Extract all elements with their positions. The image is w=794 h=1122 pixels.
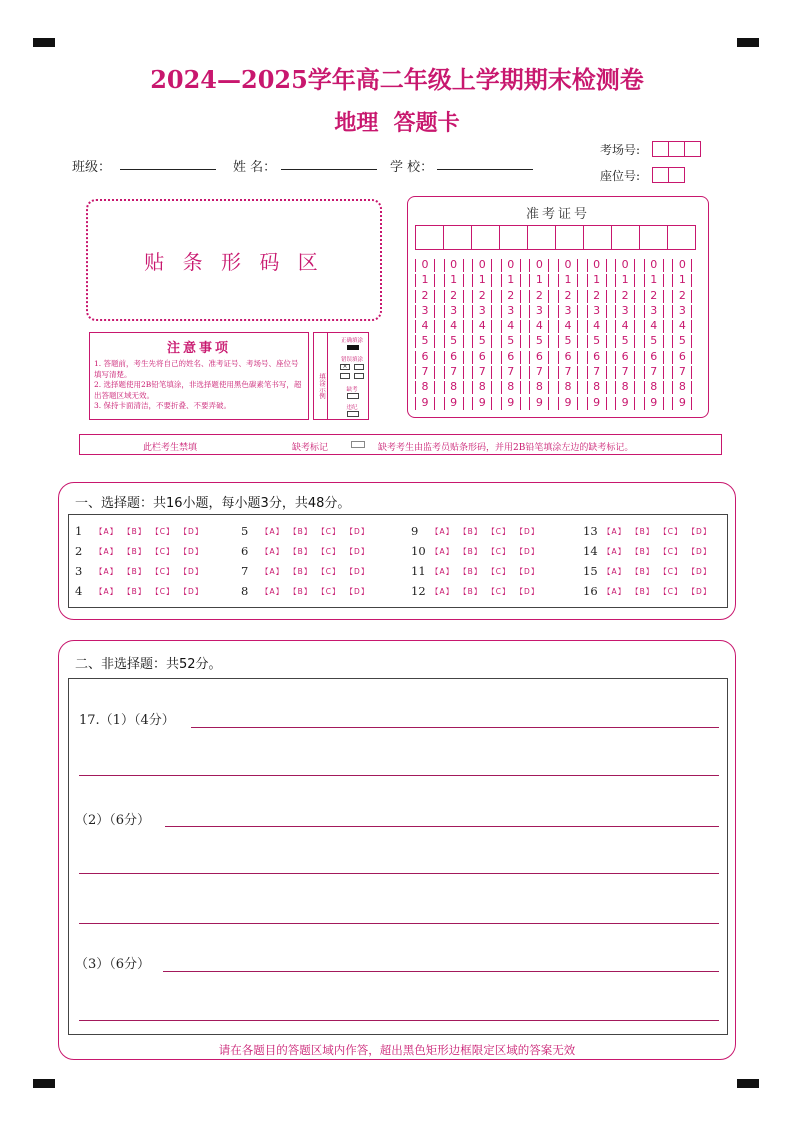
digit-row xyxy=(415,335,701,350)
digit-bubble[interactable]: 7 xyxy=(444,366,464,379)
mc-option-bubble[interactable]: 【D】 xyxy=(179,546,204,556)
digit-bubble[interactable]: 3 xyxy=(529,305,549,318)
mc-question xyxy=(583,561,716,581)
absent-mark-box[interactable] xyxy=(351,441,365,448)
exam-number-cell[interactable] xyxy=(667,225,696,250)
mc-option-bubble[interactable]: 【A】 xyxy=(261,566,285,576)
mc-option-bubble[interactable]: 【C】 xyxy=(317,526,341,536)
violation-checkbox[interactable] xyxy=(347,411,359,417)
name-label: 姓 名： xyxy=(233,160,277,175)
digit-bubble[interactable]: 6 xyxy=(587,351,607,364)
digit-bubble[interactable]: 5 xyxy=(472,335,492,348)
mc-option-bubble[interactable]: 【D】 xyxy=(687,526,712,536)
exam-number-cells[interactable] xyxy=(415,225,695,250)
mc-question-number: 3 xyxy=(75,564,83,578)
digit-bubble[interactable]: 2 xyxy=(444,290,464,303)
wrong-fill-sample xyxy=(354,373,364,379)
class-label: 班级： xyxy=(72,160,112,175)
digit-bubble[interactable]: 1 xyxy=(558,274,578,287)
mc-option-bubble[interactable]: 【D】 xyxy=(687,546,712,556)
digit-bubble[interactable]: 6 xyxy=(444,351,464,364)
mc-option-bubble[interactable]: 【D】 xyxy=(515,566,540,576)
mc-question-number: 5 xyxy=(241,524,249,538)
mc-option-bubble[interactable]: 【B】 xyxy=(459,526,483,536)
digit-bubble[interactable]: 7 xyxy=(587,366,607,379)
mc-question xyxy=(241,581,374,601)
registration-mark xyxy=(33,1079,55,1088)
digit-bubble[interactable]: 0 xyxy=(415,259,435,272)
digit-bubble[interactable]: 0 xyxy=(472,259,492,272)
digit-row xyxy=(415,351,701,366)
digit-bubble[interactable]: 1 xyxy=(415,274,435,287)
mc-option-bubble[interactable]: 【D】 xyxy=(345,546,370,556)
digit-bubble[interactable]: 8 xyxy=(644,381,664,394)
exam-number-cell[interactable] xyxy=(639,225,668,250)
digit-bubble[interactable]: 8 xyxy=(672,381,692,394)
mc-option-bubble[interactable]: 【B】 xyxy=(289,526,313,536)
digit-bubble[interactable]: 1 xyxy=(587,274,607,287)
mc-option-bubble[interactable]: 【A】 xyxy=(261,546,285,556)
mc-option-bubble[interactable]: 【A】 xyxy=(431,566,455,576)
digit-bubble[interactable]: 1 xyxy=(472,274,492,287)
digit-bubble[interactable]: 4 xyxy=(444,320,464,333)
answer-line[interactable] xyxy=(79,775,719,776)
digit-bubble[interactable]: 4 xyxy=(558,320,578,333)
digit-bubble[interactable]: 7 xyxy=(558,366,578,379)
mc-question xyxy=(411,561,544,581)
barcode-area xyxy=(86,199,382,321)
mc-question-number: 9 xyxy=(411,524,419,538)
mc-option-bubble[interactable]: 【B】 xyxy=(459,586,483,596)
mc-option-bubble[interactable]: 【A】 xyxy=(431,526,455,536)
digit-bubble[interactable]: 9 xyxy=(444,397,464,410)
absent-label: 缺考 xyxy=(346,387,358,393)
fill-example-label: 填涂示例 xyxy=(314,333,328,419)
exam-number-cell[interactable] xyxy=(527,225,556,250)
mc-option-bubble[interactable]: 【A】 xyxy=(95,546,119,556)
mc-question xyxy=(583,521,716,541)
digit-bubble[interactable]: 8 xyxy=(444,381,464,394)
section1-heading: 一、选择题：共16小题，每小题3分，共48分。 xyxy=(75,496,351,511)
exam-number-title: 准考证号 xyxy=(525,207,590,222)
mc-option-bubble[interactable]: 【B】 xyxy=(123,526,147,536)
digit-bubble[interactable]: 4 xyxy=(415,320,435,333)
mc-question xyxy=(75,581,208,601)
digit-bubble[interactable]: 0 xyxy=(587,259,607,272)
fill-example-box xyxy=(313,332,369,420)
mc-option-bubble[interactable]: 【A】 xyxy=(603,566,627,576)
multiple-choice-grid xyxy=(68,514,728,608)
digit-bubble[interactable]: 1 xyxy=(501,274,521,287)
digit-row xyxy=(415,274,701,289)
room-number-boxes[interactable] xyxy=(652,141,700,157)
mc-question-number: 6 xyxy=(241,544,249,558)
digit-bubble[interactable]: 2 xyxy=(644,290,664,303)
seat-number-boxes[interactable] xyxy=(652,167,684,183)
mc-option-bubble[interactable]: 【A】 xyxy=(95,586,119,596)
question-17-3-label: （3）（6分） xyxy=(75,957,151,972)
digit-bubble[interactable]: 3 xyxy=(444,305,464,318)
digit-bubble[interactable]: 2 xyxy=(558,290,578,303)
digit-bubble[interactable]: 4 xyxy=(501,320,521,333)
mc-question-number: 13 xyxy=(583,524,598,538)
digit-bubble[interactable]: 7 xyxy=(644,366,664,379)
mc-question-number: 10 xyxy=(411,544,426,558)
mc-option-bubble[interactable]: 【B】 xyxy=(123,566,147,576)
footer-note: 请在各题目的答题区域内作答，超出黑色矩形边框限定区域的答案无效 xyxy=(218,1043,576,1057)
digit-bubble[interactable]: 0 xyxy=(615,259,635,272)
wrong-fill-sample xyxy=(354,364,364,370)
mc-option-bubble[interactable]: 【A】 xyxy=(603,546,627,556)
mc-question-number: 7 xyxy=(241,564,249,578)
mc-option-bubble[interactable]: 【D】 xyxy=(515,546,540,556)
digit-bubble[interactable]: 6 xyxy=(644,351,664,364)
digit-bubble[interactable]: 2 xyxy=(415,290,435,303)
digit-bubble[interactable]: 7 xyxy=(472,366,492,379)
digit-bubble[interactable]: 3 xyxy=(501,305,521,318)
digit-bubble[interactable]: 0 xyxy=(529,259,549,272)
correct-fill-sample xyxy=(347,345,359,350)
digit-row xyxy=(415,290,701,305)
mc-question-number: 12 xyxy=(411,584,426,598)
section2-heading: 二、非选择题：共52分。 xyxy=(75,657,222,672)
mc-question-number: 11 xyxy=(411,564,426,578)
room-label: 考场号: xyxy=(600,143,641,157)
mc-question-number: 14 xyxy=(583,544,598,558)
mc-option-bubble[interactable]: 【D】 xyxy=(687,566,712,576)
wrong-fill-sample: × xyxy=(340,364,350,370)
digit-row xyxy=(415,320,701,335)
wrong-fill-sample xyxy=(340,373,350,379)
mc-option-bubble[interactable]: 【D】 xyxy=(515,586,540,596)
digit-bubble[interactable]: 6 xyxy=(415,351,435,364)
digit-bubble[interactable]: 9 xyxy=(558,397,578,410)
answer-line[interactable] xyxy=(79,1020,719,1021)
digit-bubble[interactable]: 7 xyxy=(529,366,549,379)
proctor-restricted-label: 此栏考生禁填 xyxy=(143,443,198,453)
digit-bubble[interactable]: 1 xyxy=(444,274,464,287)
digit-bubble[interactable]: 9 xyxy=(672,397,692,410)
mc-option-bubble[interactable]: 【C】 xyxy=(487,586,511,596)
digit-bubble[interactable]: 2 xyxy=(672,290,692,303)
digit-bubble[interactable]: 6 xyxy=(501,351,521,364)
name-field[interactable] xyxy=(281,169,377,170)
mc-question-number: 15 xyxy=(583,564,598,578)
digit-bubble[interactable]: 5 xyxy=(672,335,692,348)
digit-bubble[interactable]: 4 xyxy=(472,320,492,333)
mc-option-bubble[interactable]: 【A】 xyxy=(603,586,627,596)
mc-option-bubble[interactable]: 【B】 xyxy=(631,566,655,576)
mc-option-bubble[interactable]: 【C】 xyxy=(151,586,175,596)
seat-label: 座位号: xyxy=(600,169,641,183)
exam-number-bubbles[interactable] xyxy=(415,259,701,412)
digit-bubble[interactable]: 2 xyxy=(615,290,635,303)
barcode-area-label: 贴 条 形 码 区 xyxy=(144,249,324,274)
digit-bubble[interactable]: 9 xyxy=(644,397,664,410)
exam-number-panel xyxy=(407,196,709,418)
digit-bubble[interactable]: 9 xyxy=(615,397,635,410)
digit-bubble[interactable]: 0 xyxy=(501,259,521,272)
digit-bubble[interactable]: 5 xyxy=(529,335,549,348)
digit-bubble[interactable]: 3 xyxy=(672,305,692,318)
digit-bubble[interactable]: 8 xyxy=(615,381,635,394)
answer-line[interactable] xyxy=(79,873,719,874)
mc-option-bubble[interactable]: 【C】 xyxy=(659,546,683,556)
exam-number-cell[interactable] xyxy=(555,225,584,250)
digit-bubble[interactable]: 8 xyxy=(472,381,492,394)
mc-question xyxy=(241,521,374,541)
mc-option-bubble[interactable]: 【C】 xyxy=(151,566,175,576)
page-subtitle: 地理 答题卡 xyxy=(334,110,460,136)
digit-bubble[interactable]: 2 xyxy=(529,290,549,303)
exam-number-cell[interactable] xyxy=(471,225,500,250)
digit-bubble[interactable]: 5 xyxy=(615,335,635,348)
registration-mark xyxy=(737,1079,759,1088)
mc-option-bubble[interactable]: 【B】 xyxy=(459,566,483,576)
answer-line[interactable] xyxy=(165,826,719,827)
digit-row xyxy=(415,381,701,396)
mc-question xyxy=(583,541,716,561)
mc-question xyxy=(241,561,374,581)
mc-option-bubble[interactable]: 【B】 xyxy=(123,546,147,556)
digit-bubble[interactable]: 7 xyxy=(615,366,635,379)
digit-bubble[interactable]: 3 xyxy=(558,305,578,318)
mc-question-number: 4 xyxy=(75,584,83,598)
digit-bubble[interactable]: 3 xyxy=(415,305,435,318)
notice-item: 3. 保持卡面清洁，不要折叠、不要弄破。 xyxy=(94,401,232,410)
mc-question xyxy=(411,541,544,561)
mc-option-bubble[interactable]: 【A】 xyxy=(261,526,285,536)
mc-question xyxy=(411,581,544,601)
notice-item: 1. 答题前，考生先将自己的姓名、准考证号、考场号、座位号填写清楚。 xyxy=(94,359,299,379)
digit-bubble[interactable]: 1 xyxy=(529,274,549,287)
digit-bubble[interactable]: 7 xyxy=(415,366,435,379)
mc-question xyxy=(75,541,208,561)
mc-option-bubble[interactable]: 【C】 xyxy=(487,526,511,536)
digit-bubble[interactable]: 7 xyxy=(501,366,521,379)
digit-bubble[interactable]: 9 xyxy=(472,397,492,410)
page-title: 2024—2025学年高二年级上学期期末检测卷 xyxy=(150,65,644,94)
mc-option-bubble[interactable]: 【D】 xyxy=(345,566,370,576)
digit-bubble[interactable]: 4 xyxy=(644,320,664,333)
digit-bubble[interactable]: 8 xyxy=(501,381,521,394)
mc-option-bubble[interactable]: 【A】 xyxy=(603,526,627,536)
digit-bubble[interactable]: 4 xyxy=(587,320,607,333)
digit-bubble[interactable]: 4 xyxy=(672,320,692,333)
exam-number-cell[interactable] xyxy=(499,225,528,250)
notice-box xyxy=(89,332,309,420)
proctor-row xyxy=(79,434,722,455)
notice-item: 2. 选择题使用2B铅笔填涂，非选择题使用黑色碳素笔书写，超出答题区域无效。 xyxy=(94,380,302,400)
digit-bubble[interactable]: 1 xyxy=(672,274,692,287)
mc-question-number: 8 xyxy=(241,584,249,598)
mc-question xyxy=(241,541,374,561)
mc-option-bubble[interactable]: 【D】 xyxy=(345,586,370,596)
digit-bubble[interactable]: 6 xyxy=(472,351,492,364)
digit-bubble[interactable]: 7 xyxy=(672,366,692,379)
mc-option-bubble[interactable]: 【B】 xyxy=(631,546,655,556)
mc-question-number: 16 xyxy=(583,584,598,598)
mc-option-bubble[interactable]: 【C】 xyxy=(151,546,175,556)
digit-bubble[interactable]: 5 xyxy=(587,335,607,348)
mc-option-bubble[interactable]: 【B】 xyxy=(289,566,313,576)
digit-bubble[interactable]: 3 xyxy=(472,305,492,318)
digit-bubble[interactable]: 3 xyxy=(587,305,607,318)
digit-bubble[interactable]: 4 xyxy=(615,320,635,333)
answer-area xyxy=(68,678,728,1035)
digit-bubble[interactable]: 6 xyxy=(529,351,549,364)
mc-option-bubble[interactable]: 【C】 xyxy=(317,586,341,596)
digit-bubble[interactable]: 0 xyxy=(672,259,692,272)
digit-bubble[interactable]: 9 xyxy=(415,397,435,410)
question-17-1-label: 17.（1）（4分） xyxy=(79,713,175,728)
exam-number-cell[interactable] xyxy=(415,225,444,250)
digit-bubble[interactable]: 5 xyxy=(558,335,578,348)
digit-bubble[interactable]: 0 xyxy=(644,259,664,272)
digit-bubble[interactable]: 5 xyxy=(415,335,435,348)
digit-bubble[interactable]: 0 xyxy=(558,259,578,272)
mc-question-number: 1 xyxy=(75,524,83,538)
digit-bubble[interactable]: 8 xyxy=(529,381,549,394)
correct-fill-label: 正确填涂 xyxy=(340,338,363,344)
answer-line[interactable] xyxy=(79,923,719,924)
mc-option-bubble[interactable]: 【A】 xyxy=(431,546,455,556)
mc-option-bubble[interactable]: 【A】 xyxy=(95,566,119,576)
wrong-fill-label: 错误填涂 xyxy=(340,357,363,363)
mc-question xyxy=(75,521,208,541)
mc-option-bubble[interactable]: 【D】 xyxy=(687,586,712,596)
mc-option-bubble[interactable]: 【D】 xyxy=(345,526,370,536)
mc-option-bubble[interactable]: 【A】 xyxy=(95,526,119,536)
digit-bubble[interactable]: 1 xyxy=(644,274,664,287)
digit-row xyxy=(415,397,701,412)
digit-bubble[interactable]: 2 xyxy=(587,290,607,303)
digit-bubble[interactable]: 4 xyxy=(529,320,549,333)
digit-bubble[interactable]: 9 xyxy=(529,397,549,410)
digit-bubble[interactable]: 9 xyxy=(501,397,521,410)
mc-option-bubble[interactable]: 【D】 xyxy=(179,586,204,596)
mc-option-bubble[interactable]: 【C】 xyxy=(317,546,341,556)
digit-row xyxy=(415,259,701,274)
digit-bubble[interactable]: 2 xyxy=(472,290,492,303)
digit-bubble[interactable]: 1 xyxy=(615,274,635,287)
mc-option-bubble[interactable]: 【C】 xyxy=(487,546,511,556)
notice-title: 注意事项 xyxy=(166,341,231,356)
mc-option-bubble[interactable]: 【B】 xyxy=(631,586,655,596)
class-field[interactable] xyxy=(120,169,216,170)
digit-bubble[interactable]: 5 xyxy=(501,335,521,348)
mc-option-bubble[interactable]: 【C】 xyxy=(659,586,683,596)
digit-bubble[interactable]: 6 xyxy=(672,351,692,364)
mc-option-bubble[interactable]: 【D】 xyxy=(515,526,540,536)
mc-question xyxy=(411,521,544,541)
exam-number-cell[interactable] xyxy=(583,225,612,250)
mc-question xyxy=(583,581,716,601)
exam-number-cell[interactable] xyxy=(443,225,472,250)
digit-bubble[interactable]: 9 xyxy=(587,397,607,410)
registration-mark xyxy=(33,38,55,47)
answer-line[interactable] xyxy=(163,971,719,972)
digit-bubble[interactable]: 3 xyxy=(644,305,664,318)
mc-option-bubble[interactable]: 【D】 xyxy=(179,526,204,536)
mc-option-bubble[interactable]: 【B】 xyxy=(123,586,147,596)
absent-checkbox[interactable] xyxy=(347,393,359,399)
absent-mark-label: 缺考标记 xyxy=(292,443,329,453)
digit-bubble[interactable]: 8 xyxy=(587,381,607,394)
digit-row xyxy=(415,305,701,320)
exam-number-cell[interactable] xyxy=(611,225,640,250)
mc-option-bubble[interactable]: 【B】 xyxy=(631,526,655,536)
digit-bubble[interactable]: 8 xyxy=(558,381,578,394)
answer-line[interactable] xyxy=(191,727,719,728)
digit-bubble[interactable]: 6 xyxy=(558,351,578,364)
mc-question xyxy=(75,561,208,581)
violation-label: 违纪 xyxy=(346,405,358,411)
mc-option-bubble[interactable]: 【D】 xyxy=(179,566,204,576)
mc-option-bubble[interactable]: 【B】 xyxy=(459,546,483,556)
digit-bubble[interactable]: 8 xyxy=(415,381,435,394)
mc-option-bubble[interactable]: 【C】 xyxy=(487,566,511,576)
digit-bubble[interactable]: 3 xyxy=(615,305,635,318)
digit-bubble[interactable]: 2 xyxy=(501,290,521,303)
mc-option-bubble[interactable]: 【C】 xyxy=(317,566,341,576)
school-label: 学 校： xyxy=(390,160,434,175)
mc-option-bubble[interactable]: 【C】 xyxy=(659,526,683,536)
school-field[interactable] xyxy=(437,169,533,170)
mc-option-bubble[interactable]: 【C】 xyxy=(151,526,175,536)
proctor-instruction: 缺考考生由监考员贴条形码，并用2B铅笔填涂左边的缺考标记。 xyxy=(378,443,634,453)
digit-bubble[interactable]: 5 xyxy=(644,335,664,348)
mc-option-bubble[interactable]: 【B】 xyxy=(289,546,313,556)
digit-bubble[interactable]: 6 xyxy=(615,351,635,364)
digit-row xyxy=(415,366,701,381)
mc-question-number: 2 xyxy=(75,544,83,558)
digit-bubble[interactable]: 5 xyxy=(444,335,464,348)
digit-bubble[interactable]: 0 xyxy=(444,259,464,272)
mc-option-bubble[interactable]: 【C】 xyxy=(659,566,683,576)
mc-option-bubble[interactable]: 【B】 xyxy=(289,586,313,596)
registration-mark xyxy=(737,38,759,47)
mc-option-bubble[interactable]: 【A】 xyxy=(431,586,455,596)
question-17-2-label: （2）（6分） xyxy=(75,813,151,828)
mc-option-bubble[interactable]: 【A】 xyxy=(261,586,285,596)
